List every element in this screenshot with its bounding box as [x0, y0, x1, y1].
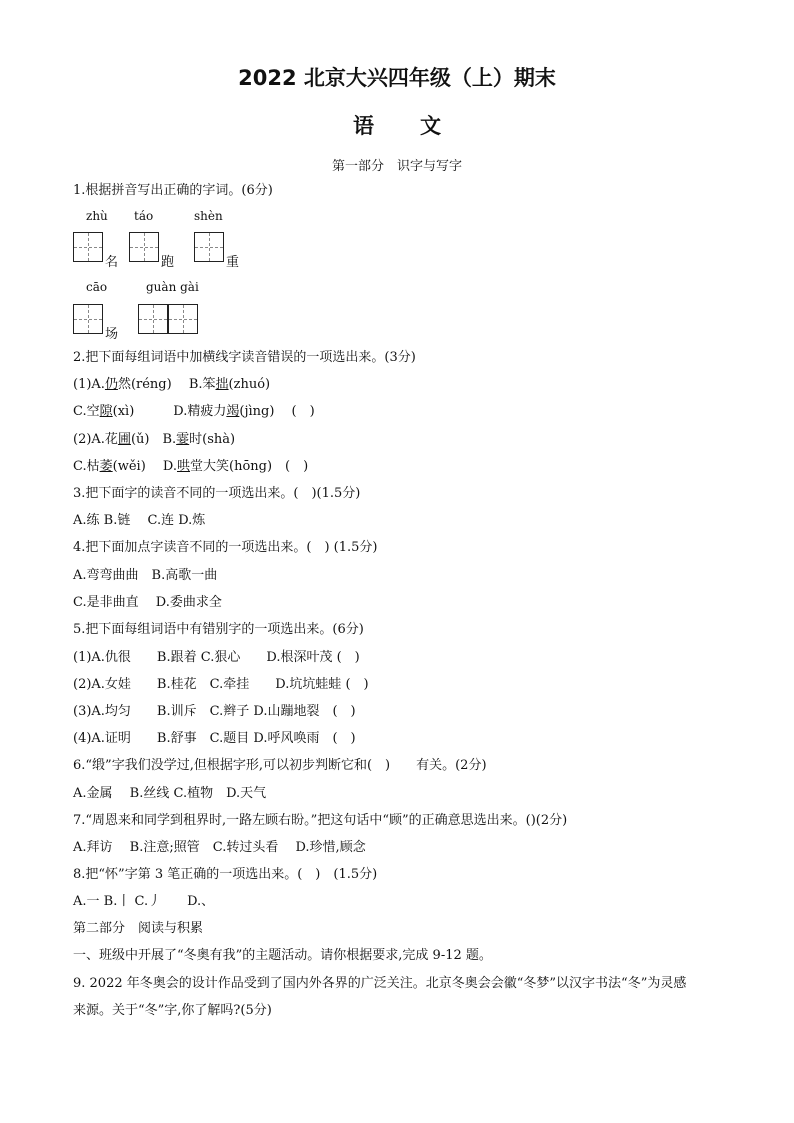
- q8-options: A.一 B.丨 C.丿 D.、: [73, 894, 215, 909]
- q4-options-2: C.是非曲直 D.委曲求全: [73, 595, 222, 610]
- part-two-heading: 第二部分 阅读与积累: [73, 921, 204, 936]
- q5-line: (4)A.证明 B.舒事 C.题目 D.呼风唤雨 ( ): [73, 731, 356, 746]
- question-9-line-1: 9. 2022 年冬奥会的设计作品受到了国内外各界的广泛关注。北京冬奥会会徽“冬梦”以汉字书法“冬”为灵感: [73, 976, 687, 991]
- pinyin-shen: shèn: [194, 209, 223, 223]
- q6-options: A.金属 B.丝线 C.植物 D.天气: [73, 786, 267, 801]
- part-one-heading: 第一部分 识字与写字: [331, 159, 462, 174]
- question-6: 6.“缎”字我们没学过,但根据字形,可以初步判断它和( ) 有关。(2分): [73, 758, 487, 773]
- q2-line-2: C.空隙(xì) D.精疲力竭(jìng) ( ): [73, 404, 315, 419]
- writing-box[interactable]: [168, 304, 198, 334]
- pinyin-cao: cāo: [86, 280, 108, 294]
- word-suffix: 跑: [161, 255, 175, 270]
- writing-box[interactable]: [129, 232, 159, 262]
- writing-box[interactable]: [73, 232, 103, 262]
- page-title: 2022 北京大兴四年级（上）期末: [238, 66, 556, 90]
- question-7: 7.“周恩来和同学到租界时,一路左顾右盼。”把这句话中“顾”的正确意思选出来。()(2分): [73, 813, 568, 828]
- word-suffix: 重: [226, 255, 240, 270]
- word-suffix: 名: [105, 255, 119, 270]
- q5-line: (3)A.均匀 B.训斥 C.辫子 D.山蹦地裂 ( ): [73, 704, 356, 719]
- question-5: 5.把下面每组词语中有错别字的一项选出来。(6分): [73, 622, 364, 637]
- question-4: 4.把下面加点字读音不同的一项选出来。( ) (1.5分): [73, 540, 378, 555]
- pinyin-tao: táo: [134, 209, 154, 223]
- q5-line: (2)A.女娃 B.桂花 C.牵挂 D.坑坑蛙蛙 ( ): [73, 677, 369, 692]
- q2-line-3: (2)A.花圃(ǔ) B.霎时(shà): [73, 432, 236, 447]
- writing-box[interactable]: [138, 304, 168, 334]
- q3-options: A.练 B.链 C.连 D.炼: [73, 513, 206, 528]
- question-1: 1.根据拼音写出正确的字词。(6分): [73, 183, 273, 198]
- question-9-line-2: 来源。关于“冬”字,你了解吗?(5分): [73, 1003, 272, 1018]
- q4-options-1: A.弯弯曲曲 B.高歌一曲: [73, 568, 218, 583]
- q2-line-4: C.枯萎(wěi) D.哄堂大笑(hōng) ( ): [73, 459, 309, 474]
- question-8: 8.把“怀”字第 3 笔正确的一项选出来。( ) (1.5分): [73, 867, 378, 882]
- q7-options: A.拜访 B.注意;照管 C.转过头看 D.珍惜,顾念: [73, 840, 366, 855]
- writing-box[interactable]: [194, 232, 224, 262]
- part-two-intro: 一、班级中开展了“冬奥有我”的主题活动。请你根据要求,完成 9-12 题。: [73, 948, 492, 963]
- question-3: 3.把下面字的读音不同的一项选出来。( )(1.5分): [73, 486, 361, 501]
- q5-line: (1)A.仇很 B.跟着 C.狠心 D.根深叶茂 ( ): [73, 650, 360, 665]
- question-2: 2.把下面每组词语中加横线字读音错误的一项选出来。(3分): [73, 350, 416, 365]
- subject-title: 语文: [353, 114, 487, 138]
- q2-line-1: (1)A.仍然(réng) B.笨拙(zhuó): [73, 377, 271, 392]
- writing-box[interactable]: [73, 304, 103, 334]
- pinyin-zhu: zhù: [86, 209, 108, 223]
- pinyin-guangai: guàn gài: [146, 280, 199, 294]
- word-suffix: 场: [105, 327, 119, 342]
